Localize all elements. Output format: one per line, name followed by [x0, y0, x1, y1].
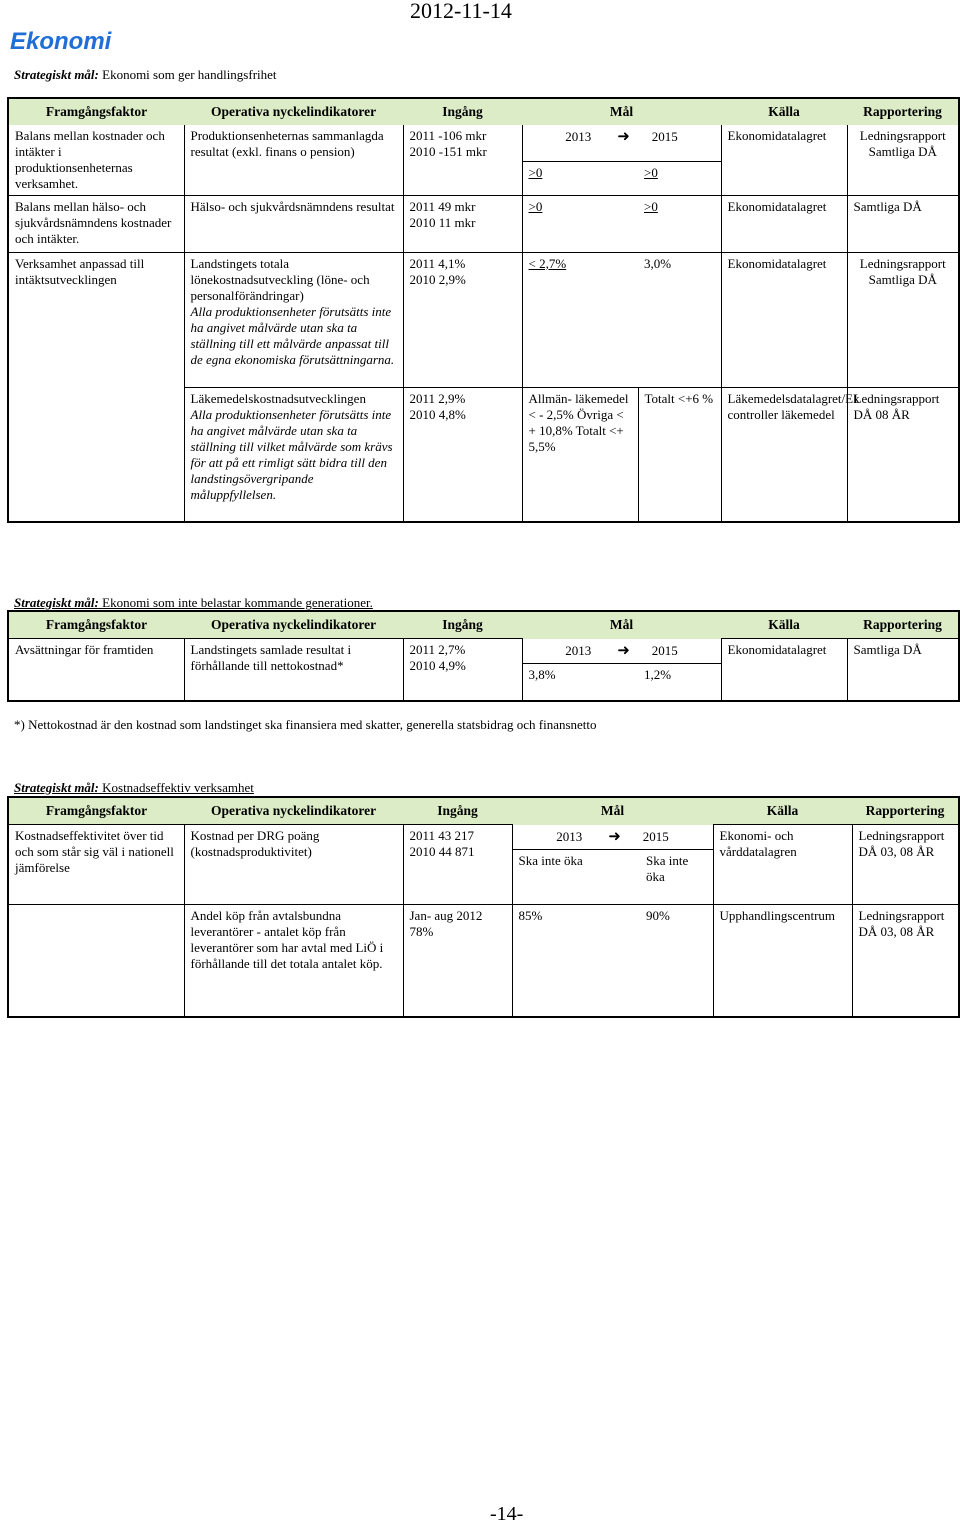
indicator-cell: Landstingets samlade resultat i förhållande till nettokostnad*	[184, 639, 403, 701]
indicator-cell: Kostnad per DRG poäng (kostnadsproduktivitet)	[184, 825, 403, 905]
input-cell	[403, 904, 512, 1017]
input-value: 2010 -151 mkr	[409, 144, 487, 159]
arrow-right-icon: ➜	[617, 642, 630, 659]
goal-2013: Ska inte öka	[518, 852, 583, 868]
input-value: 2010 2,9%	[409, 272, 466, 287]
col-header: Framgångsfaktor	[8, 797, 184, 825]
input-value: 2011 43 217	[409, 828, 475, 843]
indicator-cell: Andel köp från avtalsbundna leverantörer - antalet köp från leverantörer som har avtal med LiÖ i förhållande till det totala antalet köp.	[184, 904, 403, 1017]
col-header: Rapportering	[847, 98, 959, 125]
col-header: Källa	[713, 797, 852, 825]
goal-2013: 85%	[518, 907, 543, 923]
report-cell: Samtliga DÅ	[847, 639, 959, 701]
goal-years	[522, 125, 721, 161]
goal-text: Kostnadseffektiv verksamhet	[102, 780, 254, 795]
input-value: 2011 4,1%	[409, 256, 466, 271]
indicator-cell: Hälso- och sjukvårdsnämndens resultat	[184, 196, 403, 253]
goal-2015: 1,2%	[638, 663, 721, 701]
footnote: *) Nettokostnad är den kostnad som landstinget ska finansiera med skatter, generella statsbidrag och finansnetto	[14, 717, 597, 732]
input-value: 2011 49 mkr	[409, 199, 476, 214]
kpi-table-1	[7, 97, 960, 523]
factor-cell: Avsättningar för framtiden	[8, 639, 184, 701]
col-header: Ingång	[403, 797, 512, 825]
col-header: Ingång	[403, 611, 522, 639]
input-value: 2010 44 871	[409, 844, 475, 859]
goal-2015: Totalt <+6 %	[638, 387, 721, 522]
report-cell: Ledningsrapport Samtliga DÅ	[859, 256, 946, 287]
input-cell	[403, 196, 522, 253]
factor-cell: Verksamhet anpassad till intäktsutvecklingen	[8, 253, 184, 388]
goal-2015: >0	[638, 196, 721, 253]
indicator-cell	[184, 387, 403, 522]
input-cell	[403, 639, 522, 701]
input-cell	[403, 125, 522, 196]
table-row	[8, 387, 959, 522]
goal-2013: Allmän- läkemedel < - 2,5% Övriga < + 10,8% Totalt <+ 5,5%	[522, 387, 638, 522]
goal-text: Ekonomi som ger handlingsfrihet	[102, 67, 277, 82]
goal-label: Strategiskt mål:	[14, 780, 99, 795]
input-value: 2011 2,7%	[409, 642, 466, 657]
strategic-goal-1	[14, 67, 277, 83]
factor-cell: Kostnadseffektivitet över tid och som står sig väl i nationell jämförelse	[8, 825, 184, 905]
col-header: Mål	[522, 611, 721, 639]
indicator-text: Landstingets totala lönekostnadsutveckling (löne- och personalförändringar)	[190, 256, 370, 303]
page-heading: Ekonomi	[10, 28, 112, 55]
goal-2015: 3,0%	[638, 253, 721, 388]
strategic-goal-3	[14, 780, 254, 796]
year-from: 2013	[565, 129, 592, 144]
source-cell: Ekonomidatalagret	[721, 253, 847, 388]
input-value: 78%	[409, 923, 434, 939]
input-value: 2011 -106 mkr	[409, 128, 487, 143]
report-cell: Ledningsrapport DÅ 03, 08 ÅR	[858, 907, 945, 939]
report-cell: Samtliga DÅ	[853, 199, 922, 214]
input-value: 2010 4,9%	[409, 658, 466, 673]
source-cell: Ekonomidatalagret	[721, 196, 847, 253]
factor-cell	[8, 904, 184, 1017]
col-header: Ingång	[403, 98, 522, 125]
input-cell	[403, 825, 512, 905]
goal-years	[512, 825, 713, 850]
year-to: 2015	[642, 828, 669, 844]
table-header	[8, 611, 959, 639]
col-header: Framgångsfaktor	[8, 611, 184, 639]
col-header: Källa	[721, 98, 847, 125]
table-header	[8, 797, 959, 825]
kpi-table-3	[7, 796, 960, 1018]
col-header: Mål	[512, 797, 713, 825]
year-from: 2013	[565, 642, 592, 658]
input-cell	[403, 387, 522, 522]
table-row	[8, 253, 959, 388]
goal-2015: Ska inte öka	[640, 849, 713, 904]
year-to: 2015	[651, 642, 678, 658]
goal-label: Strategiskt mål:	[14, 595, 99, 610]
source-cell: Läkemedelsdatalagret/Ek controller läkemedel	[721, 387, 847, 522]
years-row	[8, 825, 959, 850]
document-date: 2012-11-14	[410, 0, 512, 23]
col-header: Operativa nyckelindikatorer	[184, 797, 403, 825]
table-row	[8, 904, 959, 1017]
goal-2013: < 2,7%	[528, 256, 567, 271]
strategic-goal-2	[14, 595, 373, 611]
goal-label: Strategiskt mål:	[14, 67, 99, 82]
col-header: Mål	[522, 98, 721, 125]
col-header: Operativa nyckelindikatorer	[184, 611, 403, 639]
goal-2015: >0	[638, 161, 721, 195]
page-number: -14-	[490, 1503, 524, 1525]
report-cell: Ledningsrapport Samtliga DÅ	[859, 128, 946, 159]
indicator-cell	[184, 253, 403, 388]
factor-cell: Balans mellan kostnader och intäkter i produktionsenheternas verksamhet.	[8, 125, 184, 196]
source-cell: Upphandlingscentrum	[713, 904, 852, 1017]
goal-text: Ekonomi som inte belastar kommande generationer.	[102, 595, 373, 610]
input-value: 2010 11 mkr	[409, 215, 476, 230]
source-cell: Ekonomidatalagret	[721, 639, 847, 701]
years-row	[8, 125, 959, 161]
input-value: 2010 4,8%	[409, 406, 466, 422]
table-header	[8, 98, 959, 125]
table-row	[8, 196, 959, 253]
factor-cell: Balans mellan hälso- och sjukvårdsnämndens kostnader och intäkter.	[8, 196, 184, 253]
col-header: Källa	[721, 611, 847, 639]
goal-2015: 90%	[640, 904, 713, 1017]
goal-2013: 3,8%	[528, 666, 556, 682]
indicator-note: Alla produktionsenheter förutsätts inte ha angivet målvärde utan ska ta ställning till vilket målvärde som krävs för att på ett rimligt sätt bidra till den landstingsövergripande måluppfyllelsen.	[190, 406, 393, 502]
arrow-right-icon: ➜	[617, 129, 630, 145]
report-cell: Ledningsrapport DÅ 08 ÅR	[847, 387, 959, 522]
year-to: 2015	[651, 129, 678, 144]
goal-years	[522, 639, 721, 664]
year-from: 2013	[556, 828, 583, 844]
years-row	[8, 639, 959, 664]
input-cell	[403, 253, 522, 388]
col-header: Operativa nyckelindikatorer	[184, 98, 403, 125]
indicator-text: Läkemedelskostnadsutvecklingen	[190, 390, 366, 406]
col-header: Framgångsfaktor	[8, 98, 184, 125]
arrow-right-icon: ➜	[608, 828, 621, 845]
indicator-cell: Produktionsenheternas sammanlagda resultat (exkl. finans o pension)	[184, 125, 403, 196]
source-cell: Ekonomi- och vårddatalagren	[713, 825, 852, 905]
goal-2013: >0	[528, 199, 543, 214]
kpi-table-2	[7, 610, 960, 702]
indicator-note: Alla produktionsenheter förutsätts inte ha angivet målvärde utan ska ta ställning till ett målvärde anpassat till de egna ekonomiska förutsättningarna.	[190, 304, 395, 367]
report-cell: Ledningsrapport DÅ 03, 08 ÅR	[852, 825, 959, 905]
input-value: Jan- aug 2012	[409, 907, 483, 923]
col-header: Rapportering	[847, 611, 959, 639]
col-header: Rapportering	[852, 797, 959, 825]
factor-cell	[8, 387, 184, 522]
source-cell: Ekonomidatalagret	[721, 125, 847, 196]
goal-2013: >0	[528, 164, 543, 180]
input-value: 2011 2,9%	[409, 390, 466, 406]
